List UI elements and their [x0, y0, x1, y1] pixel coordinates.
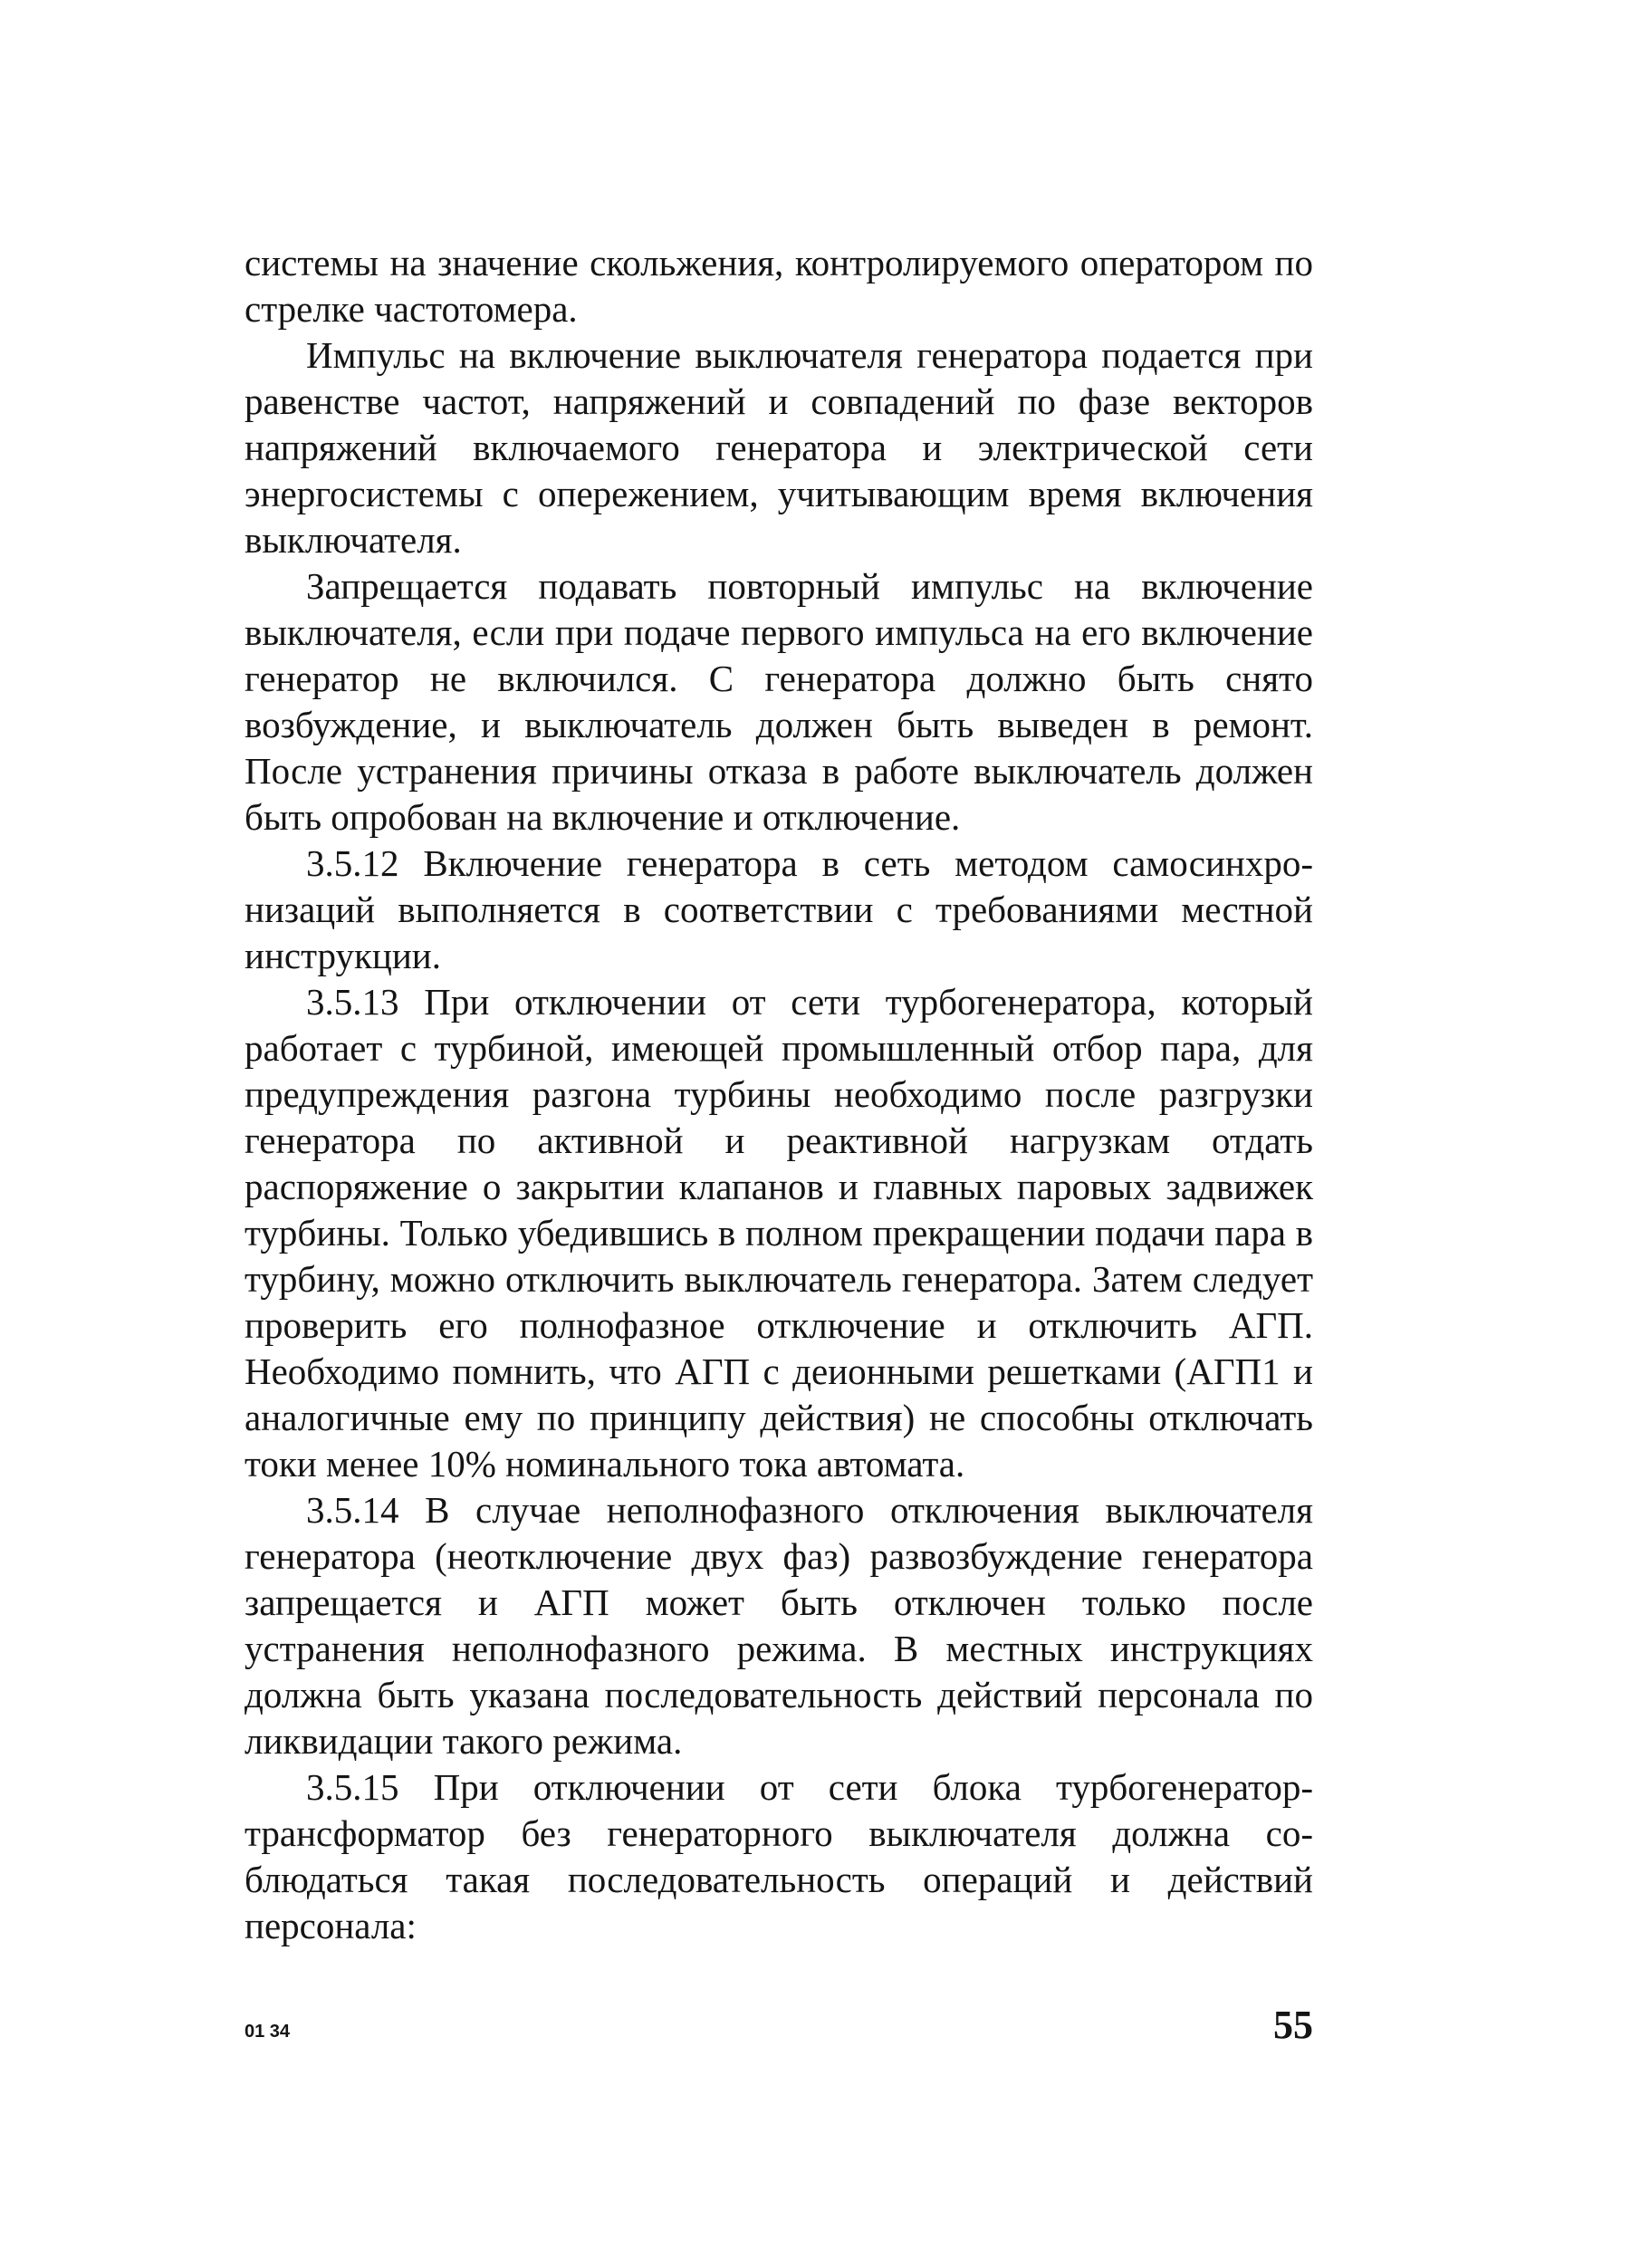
paragraph-continuation: системы на значение скольжения, контролируемого оператором по стрелке частотомера. — [245, 242, 1313, 330]
paragraph-3-5-12: 3.5.12 Включение генератора в сеть методом самосинхронизаций выполняется в соответствии с требованиями местной инструкции. — [245, 842, 1313, 976]
body-text — [245, 240, 1313, 1949]
page-number: 55 — [1273, 2003, 1313, 2047]
page-footer — [245, 2002, 1313, 2056]
paragraph-prohibition: Запрещается подавать повторный импульс на включение выключателя, если при подаче первого импульса на его включение генератор не включился. С генератора должно быть снято возбуждение, и выключатель должен быть выведен в ремонт. После устранения причины отказа в работе выключатель должен быть опробован на включение и отключение. — [245, 565, 1313, 838]
printer-signature: 01 34 — [245, 2022, 291, 2042]
paragraph-3-5-14: 3.5.14 В случае неполнофазного отключения выключателя генератора (неотключение двух фаз) развозбуждение генератора запрещается и АГП может быть отключен только после устранения неполнофазного режима. В местных инструкциях должна быть указана последовательность действий персонала по ликвидации такого режима. — [245, 1489, 1313, 1762]
paragraph-3-5-15: 3.5.15 При отключении от сети блока турбогенератортрансформатор без генераторного выключателя должна соблюдаться такая последовательность операций и действий персонала: — [245, 1766, 1313, 1946]
paragraph-impulse: Импульс на включение выключателя генератора подается при равенстве частот, напряжений и совпадений по фазе векторов напряжений включаемого генератора и электрической сети энергосистемы с опережением, учитывающим время включения выключателя. — [245, 334, 1313, 561]
paragraph-3-5-13: 3.5.13 При отключении от сети турбогенератора, который работает с турбиной, имеющей промышленный отбор пара, для предупреждения разгона турбины необходимо после разгрузки генератора по активной и реактивной нагрузкам отдать распоряжение о закрытии клапанов и главных паровых задвижек турбины. Только убедившись в полном прекращении подачи пара в турбину, можно отключить выключатель генератора. Затем следует проверить его полнофазное отключение и отключить АГП. Необходимо помнить, что АГП с деионными решетками (АГП1 и аналогичные ему по принципу действия) не способны отключать токи менее 10% номинального тока автомата. — [245, 981, 1313, 1485]
